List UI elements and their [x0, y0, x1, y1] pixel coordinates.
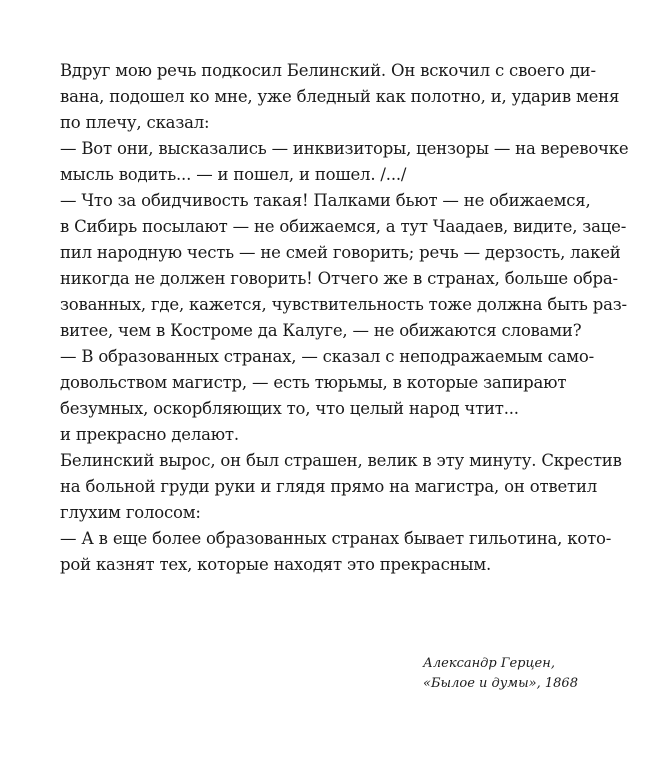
quote-line: никогда не должен говорить! Отчего же в странах, больше обра-	[60, 269, 618, 288]
quote-line: в Сибирь посылают — не обижаемся, а тут Чаадаев, видите, заце-	[60, 217, 627, 236]
quote-text-block	[60, 58, 629, 578]
quote-line: вана, подошел ко мне, уже бледный как полотно, и, ударив меня	[60, 87, 620, 106]
quote-line: Вдруг мою речь подкосил Белинский. Он вскочил с своего ди-	[60, 61, 596, 80]
quote-line: — А в еще более образованных странах бывает гильотина, кото-	[60, 529, 612, 548]
quote-line: по плечу, сказал:	[60, 113, 210, 132]
quote-line: мысль водить... — и пошел, и пошел. /.../	[60, 165, 407, 184]
quote-line: витее, чем в Костроме да Калуге, — не обижаются словами?	[60, 321, 582, 340]
attribution-author: Александр Герцен,	[423, 656, 555, 671]
attribution	[423, 654, 578, 694]
quote-line: Белинский вырос, он был страшен, велик в эту минуту. Скрестив	[60, 451, 622, 470]
quote-line: — В образованных странах, — сказал с неподражаемым само-	[60, 347, 595, 366]
quote-line: рой казнят тех, которые находят это прекрасным.	[60, 555, 492, 574]
quote-line: на больной груди руки и глядя прямо на магистра, он ответил	[60, 477, 598, 496]
quote-line: безумных, оскорбляющих то, что целый народ чтит...	[60, 399, 519, 418]
quote-line: — Что за обидчивость такая! Палками бьют — не обижаемся,	[60, 191, 591, 210]
quote-line: — Вот они, высказались — инквизиторы, цензоры — на веревочке	[60, 139, 629, 158]
attribution-work: «Былое и думы», 1868	[423, 676, 578, 691]
quote-line: глухим голосом:	[60, 503, 201, 522]
quote-line: пил народную честь — не смей говорить; речь — дерзость, лакей	[60, 243, 621, 262]
quote-line: зованных, где, кажется, чувствительность тоже должна быть раз-	[60, 295, 627, 314]
quote-line: и прекрасно делают.	[60, 425, 239, 444]
quote-line: довольством магистр, — есть тюрьмы, в которые запирают	[60, 373, 567, 392]
